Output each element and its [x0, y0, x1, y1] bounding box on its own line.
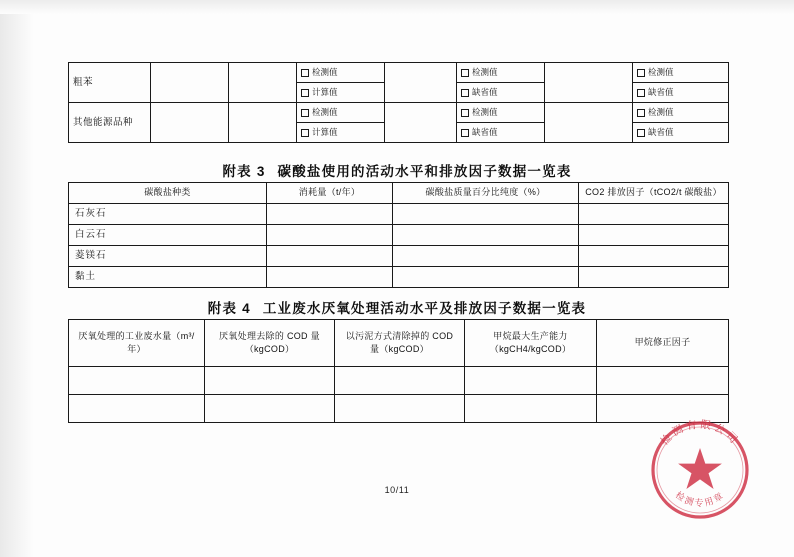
checkbox-label: 缺省值	[648, 127, 674, 138]
option-cell	[297, 83, 385, 103]
checkbox-row[interactable]	[301, 67, 380, 78]
checkbox-label: 检测值	[648, 107, 674, 118]
checkbox-label: 检测值	[472, 107, 498, 118]
header-line-1: 甲烷修正因子	[634, 337, 691, 348]
checkbox-row[interactable]	[461, 67, 540, 78]
energy-table-partial	[68, 62, 729, 143]
option-cell	[297, 103, 385, 123]
table3-title-text: 碳酸盐使用的活动水平和排放因子数据一览表	[277, 164, 572, 179]
company-seal-stamp	[638, 408, 762, 532]
row-label-limestone: 石灰石	[69, 204, 267, 225]
cell-value[interactable]	[393, 225, 579, 246]
row-label-dolomite: 白云石	[69, 225, 267, 246]
column-header-purity: 碳酸盐质量百分比纯度（%）	[393, 183, 579, 204]
checkbox-row[interactable]	[637, 107, 724, 118]
cell-blank	[545, 103, 633, 143]
page-number: 10/11	[384, 485, 410, 495]
option-cell	[297, 123, 385, 143]
cell-blank	[151, 103, 229, 143]
checkbox-icon[interactable]	[301, 69, 309, 77]
cell-value[interactable]	[465, 395, 597, 423]
column-header-wastewater-volume	[69, 320, 205, 367]
row-label-cubenzene: 粗苯	[69, 63, 151, 103]
checkbox-icon[interactable]	[301, 89, 309, 97]
carbonate-table	[68, 182, 729, 288]
column-header-cod-removed	[205, 320, 335, 367]
cell-value[interactable]	[579, 204, 729, 225]
option-cell	[633, 83, 729, 103]
checkbox-label: 检测值	[472, 67, 498, 78]
checkbox-icon[interactable]	[637, 109, 645, 117]
checkbox-row[interactable]	[637, 87, 724, 98]
row-label-other-energy: 其他能源品种	[69, 103, 151, 143]
checkbox-label: 计算值	[312, 87, 338, 98]
column-header-emission-factor: CO2 排放因子（tCO2/t 碳酸盐）	[579, 183, 729, 204]
header-line-1: 厌氧处理去除的 COD 量	[219, 330, 320, 341]
scan-edge-left	[0, 0, 34, 557]
cell-value[interactable]	[393, 267, 579, 288]
table-row	[69, 267, 729, 288]
cell-value[interactable]	[267, 246, 393, 267]
option-cell	[633, 103, 729, 123]
cell-value[interactable]	[393, 246, 579, 267]
checkbox-icon[interactable]	[637, 69, 645, 77]
table-row	[69, 204, 729, 225]
header-line-1: 厌氧处理的工业废水量（m³/年）	[78, 330, 195, 354]
table-row	[69, 367, 729, 395]
checkbox-icon[interactable]	[461, 69, 469, 77]
checkbox-label: 缺省值	[472, 127, 498, 138]
svg-text:检测有限公司: 检测有限公司	[658, 418, 742, 448]
cell-value[interactable]	[393, 204, 579, 225]
svg-text:检测专用章: 检测专用章	[673, 489, 727, 508]
checkbox-icon[interactable]	[461, 89, 469, 97]
checkbox-label: 缺省值	[648, 87, 674, 98]
cell-value[interactable]	[465, 367, 597, 395]
cell-value[interactable]	[267, 204, 393, 225]
header-line-2: （kgCOD）	[244, 344, 295, 354]
checkbox-icon[interactable]	[301, 129, 309, 137]
table3-title-number: 附表 3	[222, 164, 266, 179]
table4-title-text: 工业废水厌氧处理活动水平及排放因子数据一览表	[262, 301, 587, 316]
cell-value[interactable]	[579, 267, 729, 288]
cell-value[interactable]	[267, 267, 393, 288]
table4-title	[0, 297, 794, 317]
table-header-row	[69, 320, 729, 367]
checkbox-row[interactable]	[637, 67, 724, 78]
checkbox-row[interactable]	[461, 87, 540, 98]
cell-value[interactable]	[205, 395, 335, 423]
cell-blank	[151, 63, 229, 103]
column-header-type: 碳酸盐种类	[69, 183, 267, 204]
table-row	[69, 246, 729, 267]
header-line-1: 甲烷最大生产能力	[493, 330, 568, 341]
checkbox-label: 检测值	[648, 67, 674, 78]
header-line-2: 量（kgCOD）	[370, 344, 429, 354]
option-cell	[633, 123, 729, 143]
header-line-2: （kgCH4/kgCOD）	[489, 344, 572, 354]
cell-blank	[229, 103, 297, 143]
cell-value[interactable]	[597, 367, 729, 395]
header-line-1: 以污泥方式清除掉的 COD	[345, 330, 454, 341]
scan-edge-top	[0, 0, 794, 14]
table-header-row	[69, 183, 729, 204]
cell-value[interactable]	[579, 225, 729, 246]
cell-value[interactable]	[579, 246, 729, 267]
cell-value[interactable]	[69, 367, 205, 395]
table-row	[69, 395, 729, 423]
column-header-methane-correction	[597, 320, 729, 367]
checkbox-row[interactable]	[461, 127, 540, 138]
checkbox-row[interactable]	[461, 107, 540, 118]
table-row	[69, 225, 729, 246]
checkbox-label: 计算值	[312, 127, 338, 138]
option-cell	[457, 63, 545, 83]
option-cell	[633, 63, 729, 83]
option-cell	[457, 103, 545, 123]
column-header-methane-capacity	[465, 320, 597, 367]
cell-value[interactable]	[69, 395, 205, 423]
cell-value[interactable]	[267, 225, 393, 246]
option-cell	[457, 123, 545, 143]
table-row	[69, 63, 729, 83]
cell-value[interactable]	[205, 367, 335, 395]
option-cell	[297, 63, 385, 83]
table4-title-number: 附表 4	[207, 301, 251, 316]
checkbox-icon[interactable]	[301, 109, 309, 117]
column-header-consumption: 消耗量（t/年）	[267, 183, 393, 204]
row-label-magnesite: 菱镁石	[69, 246, 267, 267]
cell-value[interactable]	[335, 367, 465, 395]
cell-value[interactable]	[597, 395, 729, 423]
checkbox-row[interactable]	[301, 127, 380, 138]
cell-value[interactable]	[335, 395, 465, 423]
table-row	[69, 103, 729, 123]
table3-title	[0, 160, 794, 180]
option-cell	[457, 83, 545, 103]
column-header-cod-sludge	[335, 320, 465, 367]
seal-graphic	[638, 408, 762, 532]
checkbox-label: 检测值	[312, 107, 338, 118]
checkbox-icon[interactable]	[637, 89, 645, 97]
cell-blank	[385, 103, 457, 143]
checkbox-row[interactable]	[637, 127, 724, 138]
checkbox-row[interactable]	[301, 107, 380, 118]
checkbox-icon[interactable]	[637, 129, 645, 137]
checkbox-icon[interactable]	[461, 129, 469, 137]
checkbox-icon[interactable]	[461, 109, 469, 117]
wastewater-table	[68, 319, 729, 423]
cell-blank	[545, 63, 633, 103]
checkbox-row[interactable]	[301, 87, 380, 98]
cell-blank	[385, 63, 457, 103]
row-label-clay: 黏土	[69, 267, 267, 288]
cell-blank	[229, 63, 297, 103]
checkbox-label: 检测值	[312, 67, 338, 78]
checkbox-label: 缺省值	[472, 87, 498, 98]
